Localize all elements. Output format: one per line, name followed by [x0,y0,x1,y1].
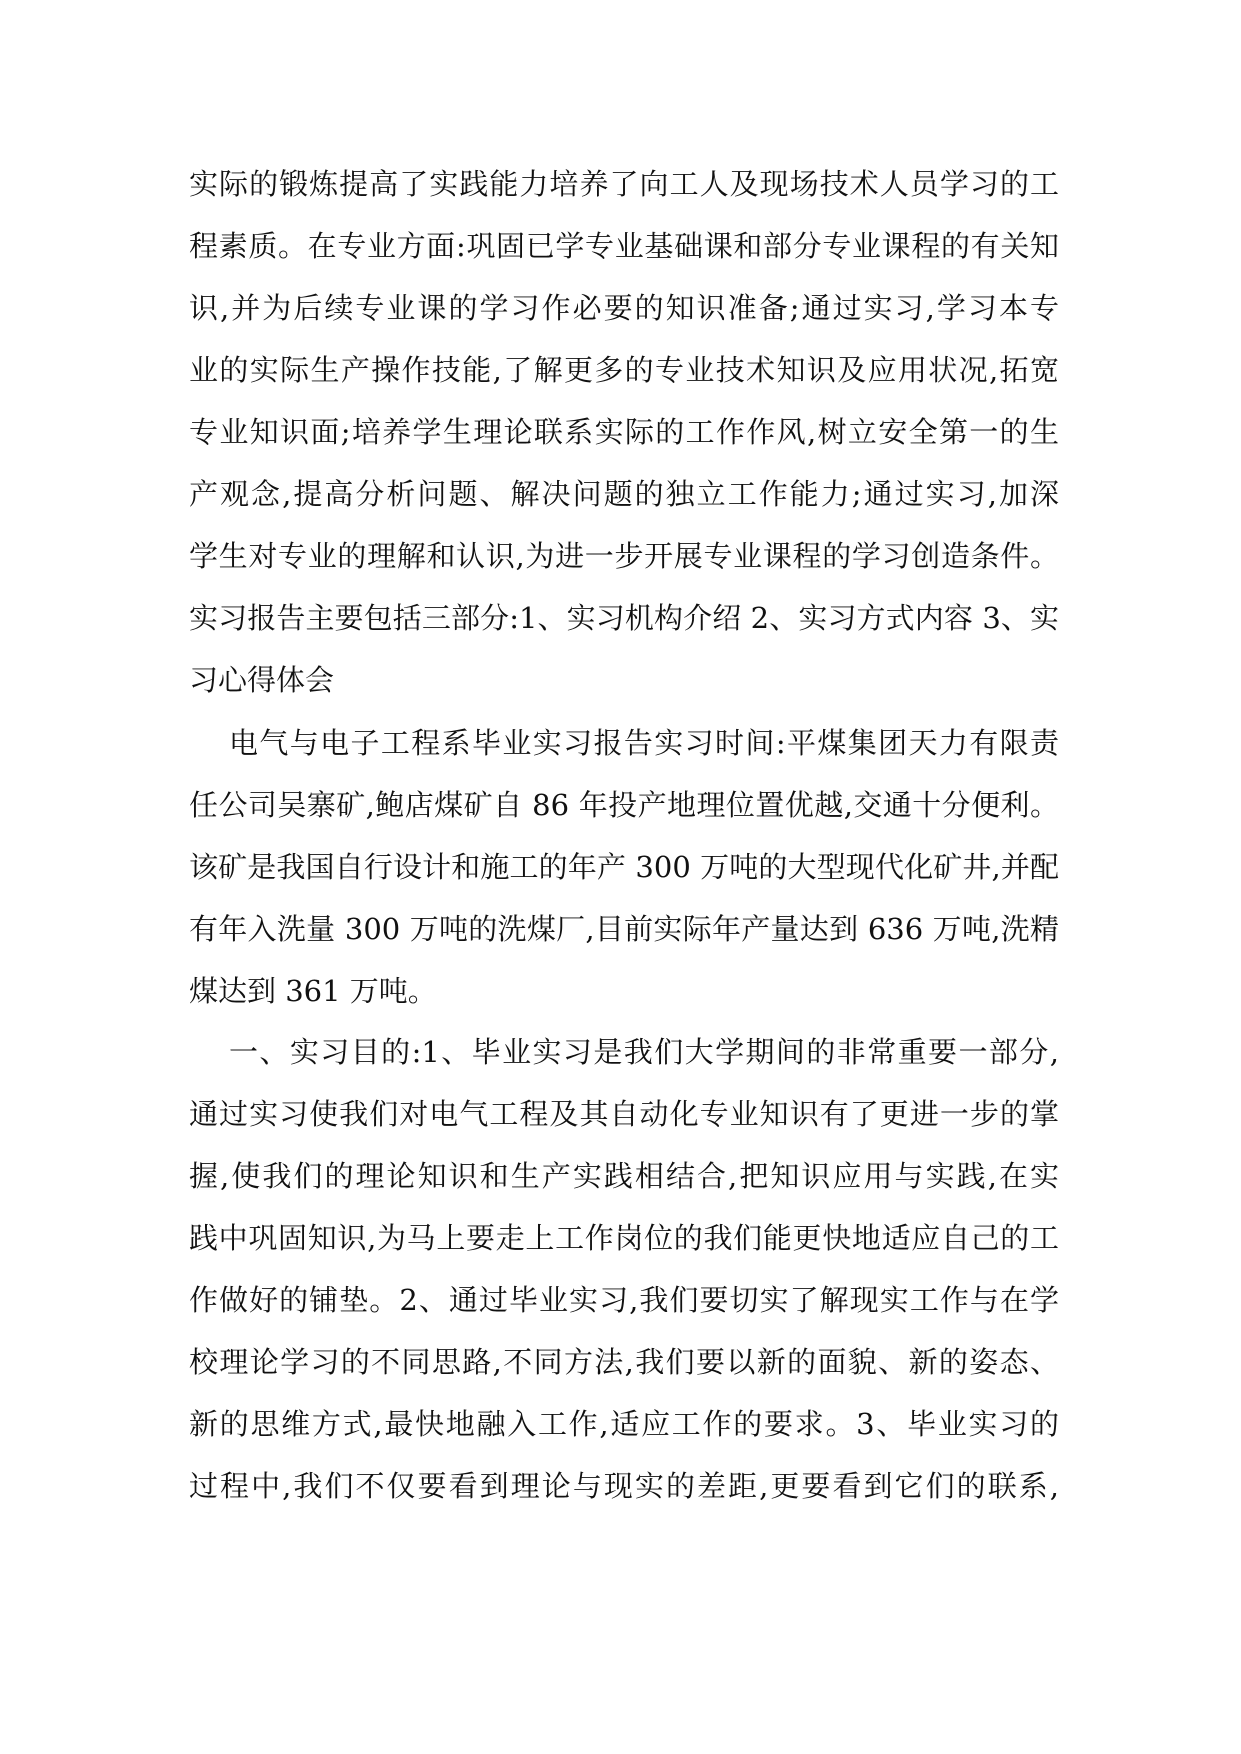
text-line: 一、实习目的:1、毕业实习是我们大学期间的非常重要一部分, [229,1035,1059,1069]
text-line: 煤达到 361 万吨。 [189,974,437,1008]
text-line: 业的实际生产操作技能,了解更多的专业技术知识及应用状况,拓宽 [189,353,1059,387]
text-line: 识,并为后续专业课的学习作必要的知识准备;通过实习,学习本专 [189,291,1059,325]
text-line: 通过实习使我们对电气工程及其自动化专业知识有了更进一步的掌 [189,1097,1059,1131]
text-line: 新的思维方式,最快地融入工作,适应工作的要求。3、毕业实习的 [189,1407,1059,1441]
text-line: 学生对专业的理解和认识,为进一步开展专业课程的学习创造条件。 [189,539,1059,573]
text-line: 任公司吴寨矿,鲍店煤矿自 86 年投产地理位置优越,交通十分便利。 [189,788,1059,822]
text-line: 专业知识面;培养学生理论联系实际的工作作风,树立安全第一的生 [189,415,1059,449]
paragraph-internship-purpose [189,1021,1059,1517]
text-line: 过程中,我们不仅要看到理论与现实的差距,更要看到它们的联系, [189,1469,1059,1503]
text-line: 程素质。在专业方面:巩固已学专业基础课和部分专业课程的有关知 [189,229,1059,263]
text-line: 作做好的铺垫。2、通过毕业实习,我们要切实了解现实工作与在学 [189,1283,1059,1317]
text-line: 握,使我们的理论知识和生产实践相结合,把知识应用与实践,在实 [189,1159,1059,1193]
text-line: 产观念,提高分析问题、解决问题的独立工作能力;通过实习,加深 [189,477,1059,511]
text-line: 践中巩固知识,为马上要走上工作岗位的我们能更快地适应自己的工 [189,1221,1059,1255]
text-line: 电气与电子工程系毕业实习报告实习时间:平煤集团天力有限责 [229,726,1059,760]
text-line: 校理论学习的不同思路,不同方法,我们要以新的面貌、新的姿态、 [189,1345,1059,1379]
text-line: 有年入洗量 300 万吨的洗煤厂,目前实际年产量达到 636 万吨,洗精 [189,912,1059,946]
text-line: 实习报告主要包括三部分:1、实习机构介绍 2、实习方式内容 3、实 [189,601,1059,635]
text-line: 习心得体会 [189,663,335,697]
paragraph-mine-introduction [189,712,1059,1022]
text-line: 该矿是我国自行设计和施工的年产 300 万吨的大型现代化矿井,并配 [189,850,1059,884]
text-line: 实际的锻炼提高了实践能力培养了向工人及现场技术人员学习的工 [189,167,1059,201]
paragraph-internship-goals [189,153,1059,711]
